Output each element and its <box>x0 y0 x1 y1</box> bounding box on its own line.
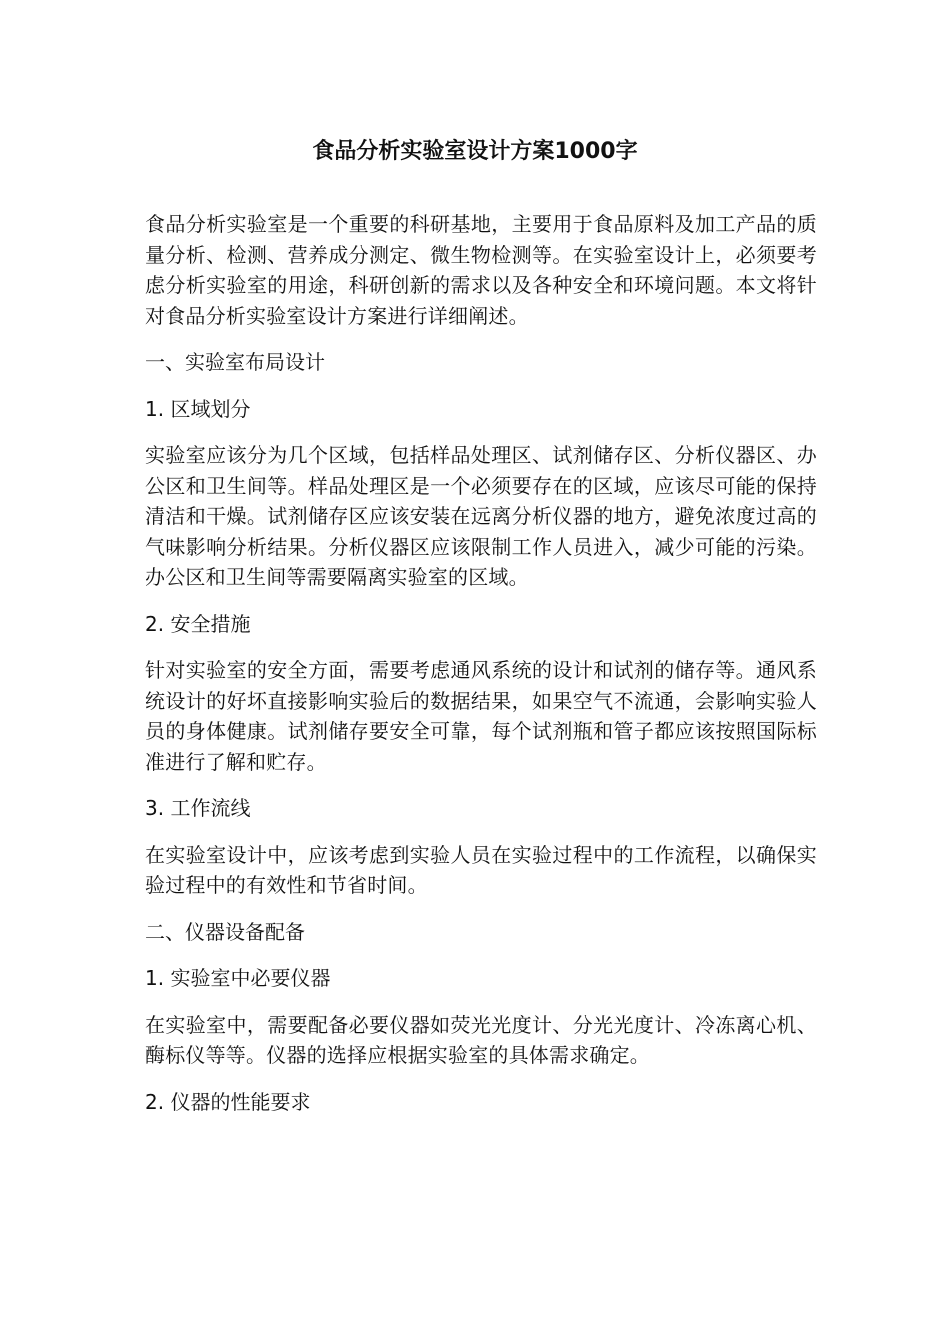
instruments-paragraph: 在实验室中，需要配备必要仪器如荧光光度计、分光光度计、冷冻离心机、酶标仪等等。仪器的选择应根据实验室的具体需求确定。 <box>145 1012 817 1067</box>
subsection-heading-safety: 2. 安全措施 <box>145 611 251 636</box>
subsection-heading-performance: 2. 仪器的性能要求 <box>145 1089 311 1114</box>
safety-paragraph: 针对实验室的安全方面，需要考虑通风系统的设计和试剂的储存等。通风系统设计的好坏直接影响实验后的数据结果，如果空气不流通，会影响实验人员的身体健康。试剂储存要安全可靠，每个试剂瓶和管子都应该按照国际标准进行了解和贮存。 <box>145 658 817 774</box>
section-heading-layout: 一、实验室布局设计 <box>145 350 325 374</box>
intro-paragraph: 食品分析实验室是一个重要的科研基地，主要用于食品原料及加工产品的质量分析、检测、营养成分测定、微生物检测等。在实验室设计上，必须要考虑分析实验室的用途，科研创新的需求以及各种安全和环境问题。本文将针对食品分析实验室设计方案进行详细阐述。 <box>145 212 817 328</box>
document-body <box>145 209 817 1133</box>
subsection-heading-workflow: 3. 工作流线 <box>145 796 251 820</box>
subsection-heading-instruments: 1. 实验室中必要仪器 <box>145 966 331 990</box>
document-title: 食品分析实验室设计方案1000字 <box>312 139 638 164</box>
workflow-paragraph: 在实验室设计中，应该考虑到实验人员在实验过程中的工作流程，以确保实验过程中的有效性和节省时间。 <box>145 842 817 897</box>
section-heading-equipment: 二、仪器设备配备 <box>145 919 305 944</box>
zoning-paragraph: 实验室应该分为几个区域，包括样品处理区、试剂储存区、分析仪器区、办公区和卫生间等。样品处理区是一个必须要存在的区域，应该尽可能的保持清洁和干燥。试剂储存区应该安装在远离分析仪器的地方，避免浓度过高的气味影响分析结果。分析仪器区应该限制工作人员进入，减少可能的污染。办公区和卫生间等需要隔离实验室的区域。 <box>145 443 817 589</box>
subsection-heading-zoning: 1. 区域划分 <box>145 396 251 421</box>
